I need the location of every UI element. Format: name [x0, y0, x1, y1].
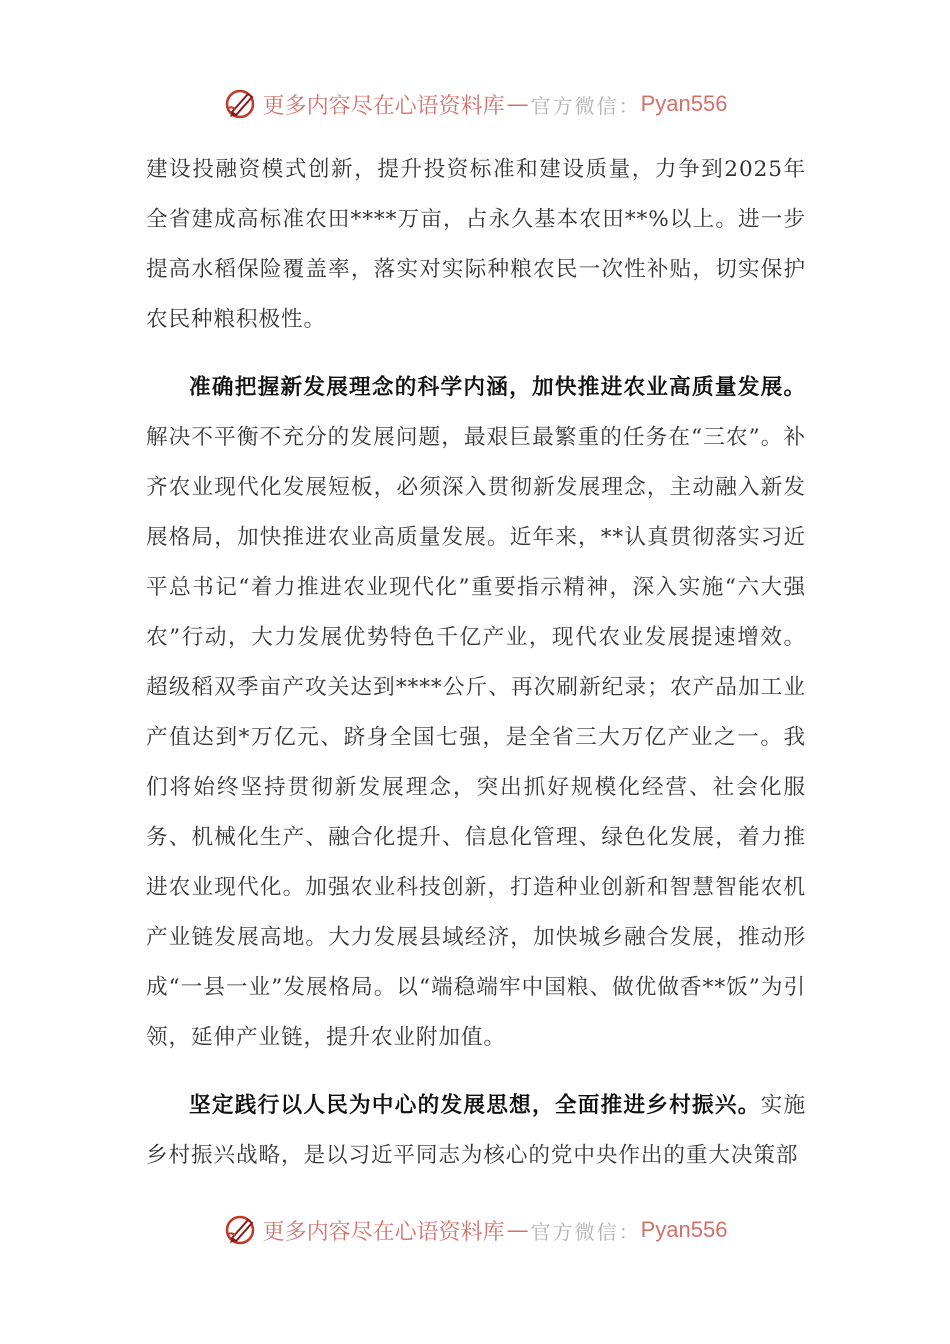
watermark-official-label: 官方微信：	[530, 1219, 641, 1244]
paragraph-3-lead: 坚定践行以人民为中心的发展思想，全面推进乡村振兴。	[189, 1093, 761, 1118]
watermark-dash: —	[506, 1217, 529, 1243]
paragraph-1	[146, 145, 806, 345]
paragraph-3-text: 实施乡村振兴战略，是以习近平同志为核心的党中央作出的重大决策部	[146, 1093, 806, 1168]
document-body	[146, 145, 806, 1181]
watermark-footer	[0, 1210, 950, 1250]
watermark-official-label: 官方微信：	[530, 93, 641, 118]
pen-logo-icon	[223, 86, 259, 122]
watermark-dash: —	[506, 91, 529, 117]
pen-logo-icon	[223, 1212, 259, 1248]
paragraph-2-lead: 准确把握新发展理念的科学内涵，加快推进农业高质量发展。	[189, 375, 806, 400]
watermark-header	[0, 84, 950, 124]
paragraph-3	[146, 1081, 806, 1181]
paragraph-1-text: 建设投融资模式创新，提升投资标准和建设质量，力争到2025年全省建成高标准农田****万亩，占永久基本农田**%以上。进一步提高水稻保险覆盖率，落实对实际种粮农民一次性补贴，切实保护农民种粮积极性。	[146, 157, 806, 332]
watermark-wechat-id: Pyan556	[640, 91, 728, 116]
paragraph-2-text: 解决不平衡不充分的发展问题，最艰巨最繁重的任务在“三农”。补齐农业现代化发展短板，必须深入贯彻新发展理念，主动融入新发展格局，加快推进农业高质量发展。近年来，**认真贯彻落实习近平总书记“着力推进农业现代化”重要指示精神，深入实施“六大强农”行动，大力发展优势特色千亿产业，现代农业发展提速增效。超级稻双季亩产攻关达到****公斤、再次刷新纪录；农产品加工业产值达到*万亿元、跻身全国七强，是全省三大万亿产业之一。我们将始终坚持贯彻新发展理念，突出抓好规模化经营、社会化服务、机械化生产、融合化提升、信息化管理、绿色化发展，着力推进农业现代化。加强农业科技创新，打造种业创新和智慧智能农机产业链发展高地。大力发展县域经济，加快城乡融合发展，推动形成“一县一业”发展格局。以“端稳端牢中国粮、做优做香**饭”为引领，延伸产业链，提升农业附加值。	[146, 425, 806, 1050]
watermark-library-text: 更多内容尽在心语资料库	[262, 93, 505, 119]
paragraph-2	[146, 363, 806, 1063]
watermark-wechat-id: Pyan556	[640, 1217, 728, 1242]
watermark-library-text: 更多内容尽在心语资料库	[262, 1219, 505, 1245]
